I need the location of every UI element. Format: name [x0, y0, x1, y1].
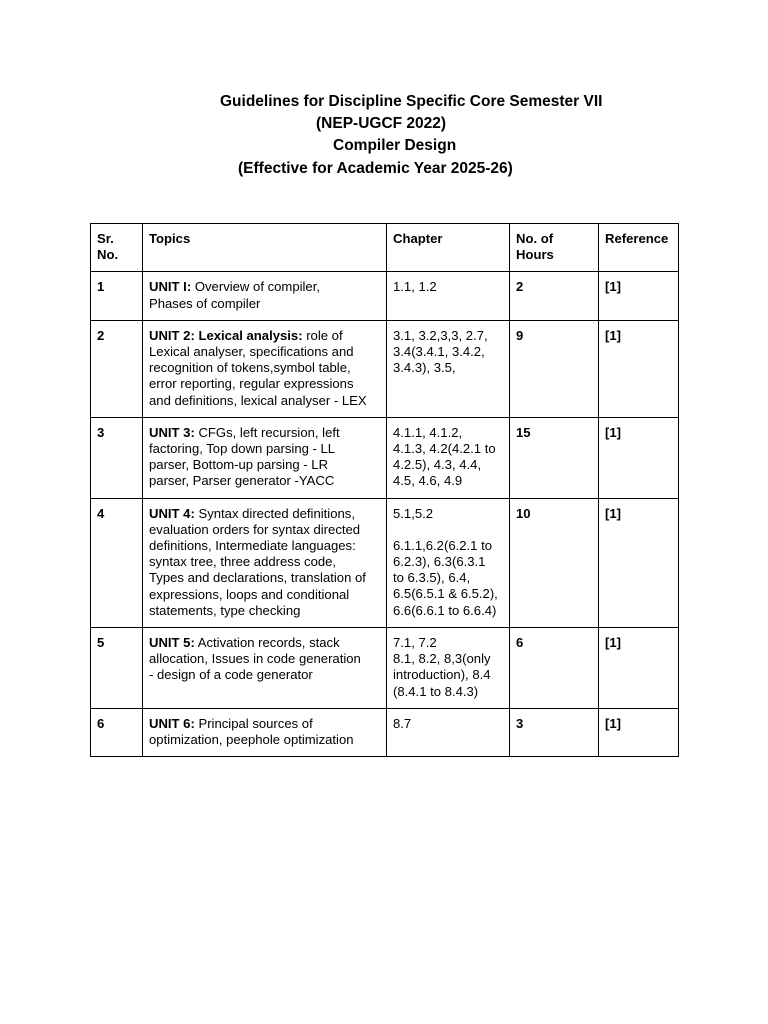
topics-cell [143, 272, 387, 320]
chapter-line: 6.5(6.5.1 & 6.5.2), [393, 586, 498, 602]
topic-line: recognition of tokens,symbol table, [149, 360, 351, 376]
hours-cell: 9 [510, 320, 599, 417]
unit-label: UNIT I: [149, 279, 192, 295]
reference-cell: [1] [599, 498, 679, 627]
chapter-line: introduction), 8.4 [393, 667, 491, 683]
topic-text: Principal sources of [194, 715, 313, 731]
header-no-line: No. [97, 247, 119, 263]
unit-label: UNIT 2: Lexical analysis: [149, 327, 303, 343]
topic-line: error reporting, regular expressions [149, 376, 354, 392]
effective-year-line: (Effective for Academic Year 2025-26) [238, 160, 513, 177]
topic-first-line [149, 506, 380, 522]
hours-cell: 10 [510, 498, 599, 627]
unit-label: UNIT 5: [149, 635, 195, 651]
topics-cell [143, 320, 387, 417]
topic-text: Activation records, stack [194, 635, 340, 651]
topic-line: parser, Bottom-up parsing - LR [149, 457, 329, 473]
topic-text: CFGs, left recursion, left [194, 424, 340, 440]
topic-text: Syntax directed definitions, [194, 505, 355, 521]
sr-no-cell: 1 [91, 272, 143, 320]
header-reference: Reference [599, 224, 679, 272]
sr-no-cell: 3 [91, 417, 143, 498]
sr-no-cell: 5 [91, 628, 143, 709]
chapter-line: 8.1, 8.2, 8,3(only [393, 651, 491, 667]
topic-line: factoring, Top down parsing - LL [149, 441, 336, 457]
topic-first-line [149, 716, 380, 732]
topics-cell [143, 498, 387, 627]
subtitle-line: (NEP-UGCF 2022) [316, 115, 447, 132]
table-row [91, 708, 679, 756]
reference-cell: [1] [599, 320, 679, 417]
header-sr-no [91, 224, 143, 272]
chapter-line: 3.4.3), 3.5, [393, 360, 456, 376]
hours-cell: 6 [510, 628, 599, 709]
table-row [91, 498, 679, 627]
topic-first-line [149, 635, 380, 651]
chapter-line: 6.1.1,6.2(6.2.1 to [393, 537, 493, 553]
unit-label: UNIT 4: [149, 505, 195, 521]
chapter-spacer [393, 522, 503, 538]
topic-line: optimization, peephole optimization [149, 732, 354, 748]
topics-cell [143, 417, 387, 498]
topic-first-line [149, 328, 380, 344]
chapter-cell [387, 417, 510, 498]
topic-line: Lexical analyser, specifications and [149, 344, 354, 360]
chapter-cell [387, 320, 510, 417]
table-row [91, 628, 679, 709]
chapter-line: 4.2.5), 4.3, 4.4, [393, 457, 482, 473]
header-sr-line: Sr. [97, 231, 114, 246]
topic-text: role of [302, 327, 343, 343]
topic-line: - design of a code generator [149, 667, 313, 683]
chapter-cell [387, 498, 510, 627]
chapter-line: 7.1, 7.2 [393, 635, 437, 651]
topic-line: definitions, Intermediate languages: [149, 538, 356, 554]
chapter-cell [387, 708, 510, 756]
unit-label: UNIT 6: [149, 715, 195, 731]
chapter-line: 3.1, 3.2,3,3, 2.7, [393, 327, 488, 343]
chapter-line: 4.5, 4.6, 4.9 [393, 473, 463, 489]
reference-cell: [1] [599, 708, 679, 756]
topic-line: expressions, loops and conditional [149, 586, 350, 602]
topic-line: Phases of compiler [149, 295, 261, 311]
chapter-line: 4.1.3, 4.2(4.2.1 to [393, 441, 496, 457]
header-hours [510, 224, 599, 272]
header-hours-line-1: No. of [516, 231, 554, 246]
header-topics: Topics [143, 224, 387, 272]
topics-cell [143, 628, 387, 709]
table-row [91, 272, 679, 320]
topic-line: parser, Parser generator -YACC [149, 473, 335, 489]
course-name: Compiler Design [333, 137, 457, 154]
reference-cell: [1] [599, 272, 679, 320]
topic-line: Types and declarations, translation of [149, 570, 366, 586]
topics-cell [143, 708, 387, 756]
topic-first-line [149, 425, 380, 441]
chapter-line: 6.6(6.6.1 to 6.6.4) [393, 602, 497, 618]
reference-cell: [1] [599, 628, 679, 709]
topic-text: Overview of compiler, [191, 279, 320, 295]
topic-line: evaluation orders for syntax directed [149, 521, 361, 537]
chapter-line: (8.4.1 to 8.4.3) [393, 683, 479, 699]
table-header-row [91, 224, 679, 272]
chapter-line: 6.2.3), 6.3(6.3.1 [393, 554, 486, 570]
title-line: Guidelines for Discipline Specific Core Semester VII [220, 93, 603, 110]
chapter-line: 4.1.1, 4.1.2, [393, 424, 463, 440]
chapter-line: 1.1, 1.2 [393, 279, 437, 295]
hours-cell: 15 [510, 417, 599, 498]
sr-no-cell: 2 [91, 320, 143, 417]
header-hours-line-2: Hours [516, 247, 554, 263]
header-chapter: Chapter [387, 224, 510, 272]
topic-line: allocation, Issues in code generation [149, 651, 361, 667]
hours-cell: 3 [510, 708, 599, 756]
topic-line: statements, type checking [149, 602, 301, 618]
table-row [91, 320, 679, 417]
topic-line: syntax tree, three address code, [149, 554, 337, 570]
chapter-cell [387, 628, 510, 709]
sr-no-cell: 4 [91, 498, 143, 627]
reference-cell: [1] [599, 417, 679, 498]
chapter-line: 3.4(3.4.1, 3.4.2, [393, 344, 485, 360]
chapter-line: 8.7 [393, 715, 412, 731]
chapter-line: to 6.3.5), 6.4, [393, 570, 471, 586]
sr-no-cell: 6 [91, 708, 143, 756]
chapter-line: 5.1,5.2 [393, 505, 434, 521]
unit-label: UNIT 3: [149, 424, 195, 440]
topic-first-line [149, 279, 380, 295]
table-row [91, 417, 679, 498]
topic-line: and definitions, lexical analyser - LEX [149, 392, 367, 408]
hours-cell: 2 [510, 272, 599, 320]
syllabus-table [90, 223, 679, 757]
chapter-cell [387, 272, 510, 320]
